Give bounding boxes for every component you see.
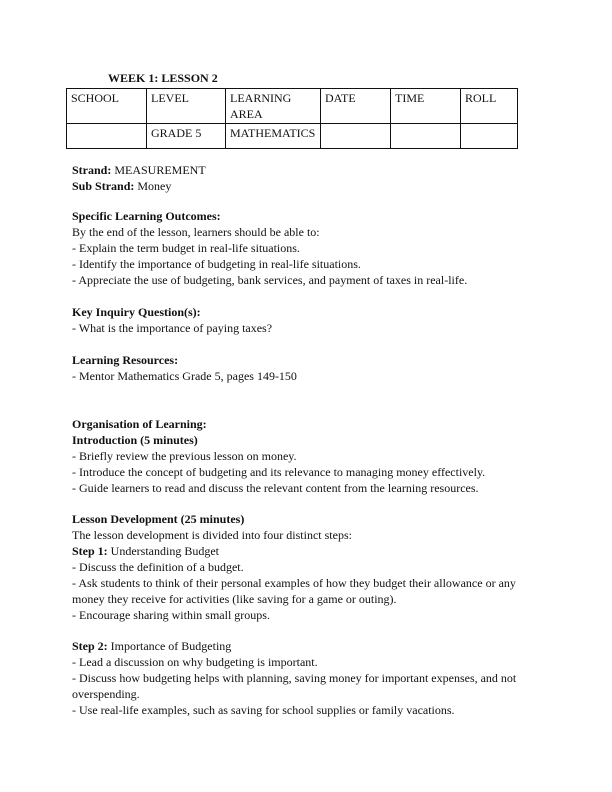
outcomes-intro: By the end of the lesson, learners should be able to:: [72, 225, 320, 239]
header-time: TIME: [391, 89, 461, 124]
inquiry-heading: Key Inquiry Question(s):: [72, 305, 201, 319]
strand-label: Strand:: [72, 163, 112, 177]
step2-section: [72, 638, 532, 718]
lesson-info-table: [66, 88, 518, 149]
cell-level: GRADE 5: [147, 124, 226, 149]
sub-strand-value: Money: [137, 179, 172, 193]
list-item: - Identify the importance of budgeting in real-life situations.: [72, 257, 361, 271]
cell-roll: [461, 124, 518, 149]
header-roll: ROLL: [461, 89, 518, 124]
list-item: - Use real-life examples, such as saving for school supplies or family vacations.: [72, 703, 455, 717]
strand-section: [72, 162, 532, 194]
strand-value: MEASUREMENT: [114, 163, 206, 177]
header-learning-area: LEARNING AREA: [226, 89, 321, 124]
list-item: - Appreciate the use of budgeting, bank services, and payment of taxes in real-life.: [72, 273, 468, 287]
list-item: - Lead a discussion on why budgeting is important.: [72, 655, 318, 669]
development-intro: The lesson development is divided into four distinct steps:: [72, 528, 352, 542]
list-item: - Mentor Mathematics Grade 5, pages 149-150: [72, 369, 297, 383]
cell-learning-area: MATHEMATICS: [226, 124, 321, 149]
list-item: - Briefly review the previous lesson on money.: [72, 449, 297, 463]
organisation-section: [72, 416, 532, 496]
development-section: [72, 511, 532, 623]
resources-section: [72, 352, 532, 384]
list-item: - Introduce the concept of budgeting and its relevance to managing money effectively.: [72, 465, 486, 479]
resources-heading: Learning Resources:: [72, 353, 179, 367]
list-item: - Explain the term budget in real-life situations.: [72, 241, 300, 255]
list-item: - Ask students to think of their personal examples of how they budget their allowance or any: [72, 576, 516, 590]
cell-school: [67, 124, 147, 149]
development-heading: Lesson Development (25 minutes): [72, 512, 245, 526]
outcomes-section: [72, 208, 532, 288]
step1-label: Step 1:: [72, 544, 108, 558]
header-school: SCHOOL: [67, 89, 147, 124]
list-item: overspending.: [72, 687, 140, 701]
header-date: DATE: [321, 89, 391, 124]
list-item: - Guide learners to read and discuss the relevant content from the learning resources.: [72, 481, 479, 495]
step1-title: Understanding Budget: [110, 544, 219, 558]
lesson-title: WEEK 1: LESSON 2: [108, 71, 218, 85]
cell-date: [321, 124, 391, 149]
outcomes-heading: Specific Learning Outcomes:: [72, 209, 221, 223]
list-item: - What is the importance of paying taxes?: [72, 321, 273, 335]
step2-title: Importance of Budgeting: [110, 639, 232, 653]
sub-strand-label: Sub Strand:: [72, 179, 135, 193]
organisation-heading: Organisation of Learning:: [72, 417, 207, 431]
step2-label: Step 2:: [72, 639, 108, 653]
list-item: - Encourage sharing within small groups.: [72, 608, 270, 622]
introduction-heading: Introduction (5 minutes): [72, 433, 198, 447]
cell-time: [391, 124, 461, 149]
inquiry-section: [72, 304, 532, 336]
header-level: LEVEL: [147, 89, 226, 124]
list-item: - Discuss how budgeting helps with planning, saving money for important expenses, and not: [72, 671, 517, 685]
list-item: money they receive for activities (like saving for a game or outing).: [72, 592, 397, 606]
list-item: - Discuss the definition of a budget.: [72, 560, 244, 574]
